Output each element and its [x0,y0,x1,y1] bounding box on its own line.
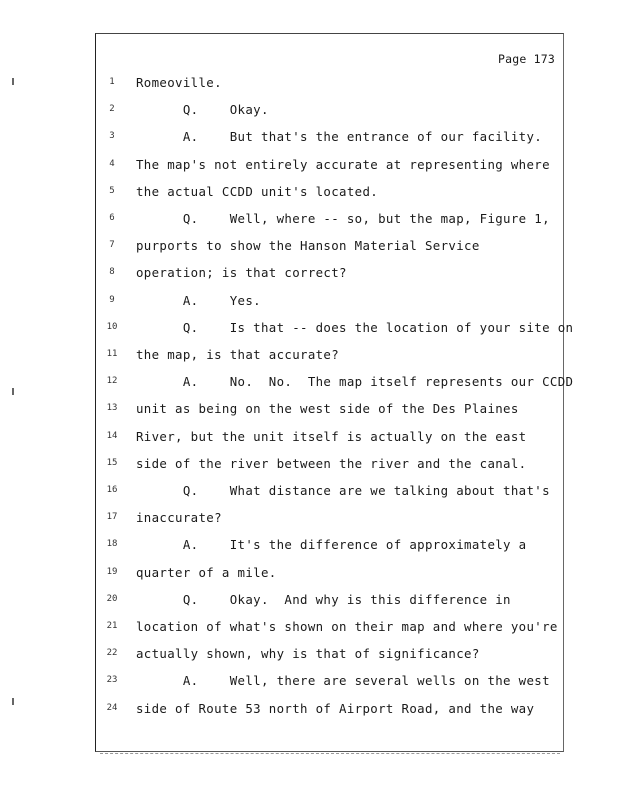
margin-mark [12,388,14,395]
line-text: A. No. No. The map itself represents our CCDD [136,374,574,390]
line-text: The map's not entirely accurate at representing where [136,156,550,172]
line-text: operation; is that correct? [136,265,347,281]
line-number: 10 [106,321,118,332]
transcript-line [96,264,563,284]
line-text: location of what's shown on their map and where you're [136,619,558,634]
line-text: A. Well, there are several wells on the west [136,673,550,689]
transcript-line [96,292,563,312]
line-number: 8 [109,267,115,278]
line-text: Q. Okay. And why is this difference in [136,591,511,607]
line-number: 5 [109,185,115,196]
line-number: 11 [106,349,118,359]
line-text: A. But that's the entrance of our facility. [136,129,543,145]
transcript-line [96,346,563,366]
line-text: A. It's the difference of approximately a [136,537,527,553]
line-text: inaccurate? [136,510,222,526]
line-number: 14 [106,430,118,441]
transcript-line [96,400,563,420]
line-text: Q. Well, where -- so, but the map, Figure 1, [136,211,550,226]
line-number: 9 [109,294,115,305]
line-number: 20 [106,593,118,604]
line-text: side of Route 53 north of Airport Road, and the way [136,700,535,716]
line-text: unit as being on the west side of the Des Plaines [136,401,519,417]
line-text: Q. Is that -- does the location of your site on [136,319,574,335]
transcript-line [96,319,574,339]
line-text: side of the river between the river and the canal. [136,455,527,471]
line-number: 3 [109,131,115,142]
line-number: 19 [106,566,118,577]
transcript-line [96,237,563,257]
line-text: the actual CCDD unit's located. [136,183,379,199]
line-number: 13 [106,403,118,414]
transcript-line [96,591,563,611]
line-number: 17 [106,512,118,523]
line-number: 7 [109,240,115,251]
line-text: the map, is that accurate? [136,347,340,362]
line-number: 15 [106,457,118,468]
line-number: 1 [109,77,115,87]
line-number: 2 [109,104,115,115]
transcript-line [96,156,563,176]
line-text: Q. What distance are we talking about that's [136,483,550,498]
line-number: 16 [106,485,118,495]
scan-edge [100,753,560,756]
margin-mark [12,698,14,705]
line-number: 24 [106,702,118,713]
transcript-line [96,101,563,121]
line-number: 18 [106,539,118,550]
line-number: 12 [106,376,118,387]
transcript-line [96,564,563,584]
transcript-page [95,33,574,752]
line-text: River, but the unit itself is actually on the east [136,428,527,444]
transcript-line [96,128,563,148]
transcript-line [96,672,563,692]
transcript-line [96,645,563,665]
line-text: purports to show the Hanson Material Service [136,238,480,254]
line-text: A. Yes. [136,292,261,308]
line-number: 22 [106,648,118,659]
transcript-line [96,210,563,230]
transcript-line [96,428,563,448]
transcript-line [96,373,574,393]
line-number: 23 [106,675,118,686]
line-number: 21 [106,621,118,631]
line-text: actually shown, why is that of significance? [136,646,480,662]
line-text: Romeoville. [136,75,222,90]
transcript-line [96,700,563,720]
transcript-line [96,509,563,529]
transcript-line [96,482,563,502]
transcript-line [96,536,563,556]
transcript-line [96,455,563,475]
line-text: Q. Okay. [136,102,269,118]
transcript-lines [96,34,574,751]
line-number: 4 [109,158,115,169]
page-number: Page 173 [498,52,555,66]
transcript-line [96,74,563,94]
transcript-line [96,183,563,203]
transcript-line [96,618,563,638]
line-number: 6 [109,213,115,223]
margin-mark [12,78,14,85]
line-text: quarter of a mile. [136,564,277,580]
